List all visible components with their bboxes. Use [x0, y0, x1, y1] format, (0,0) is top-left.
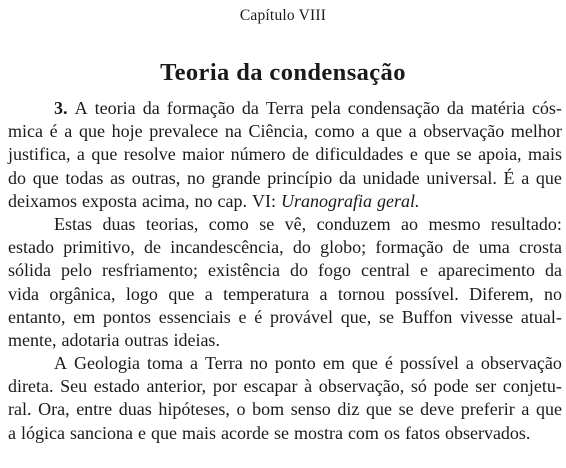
section-title: Teoria da condensação [160, 59, 406, 86]
chapter-label: Capítulo VIII [239, 7, 327, 24]
paragraph [8, 97, 562, 213]
text-line: mica é a que hoje prevalece na Ciência, como a que a observação melhor [8, 121, 562, 142]
text-line: a lógica sanciona e que mais acorde se mostra com os fatos observados. [8, 422, 531, 443]
text-line: vida orgânica, logo que a temperatura a tornou possível. Diferem, no [8, 283, 562, 304]
text-line: justifica, a que resolve maior número de dificuldades e que se apoia, mais [8, 144, 562, 165]
text-line: estado primitivo, de incandescência, do globo; formação de uma crosta [8, 237, 562, 258]
text-line: do que todas as outras, no grande princípio da unidade universal. É a que [8, 167, 562, 188]
text-line: A Geologia toma a Terra no ponto em que é possível a observação [54, 353, 562, 374]
text-line: sólida pelo resfriamento; existência do fogo central e aparecimento da [8, 260, 562, 281]
text-line: 3. A teoria da formação da Terra pela condensação da matéria cós- [54, 98, 562, 118]
paragraph [8, 213, 562, 352]
text-line: entanto, em pontos essenciais e é provável que, se Buffon vivesse atual- [8, 306, 562, 327]
text-line: Estas duas teorias, como se vê, conduzem ao mesmo resultado: [54, 213, 562, 234]
text-line: ral. Ora, entre duas hipóteses, o bom senso diz que se deve preferir a que [8, 399, 562, 420]
text-line: mente, adotaria outras ideias. [8, 329, 220, 350]
text-line: deixamos exposta acima, no cap. VI: Uranografia geral. [8, 190, 420, 211]
paragraph [8, 352, 562, 445]
body-text [8, 97, 562, 445]
text-line: direta. Seu estado anterior, por escapar à observação, só pode ser conjetu- [8, 376, 562, 397]
